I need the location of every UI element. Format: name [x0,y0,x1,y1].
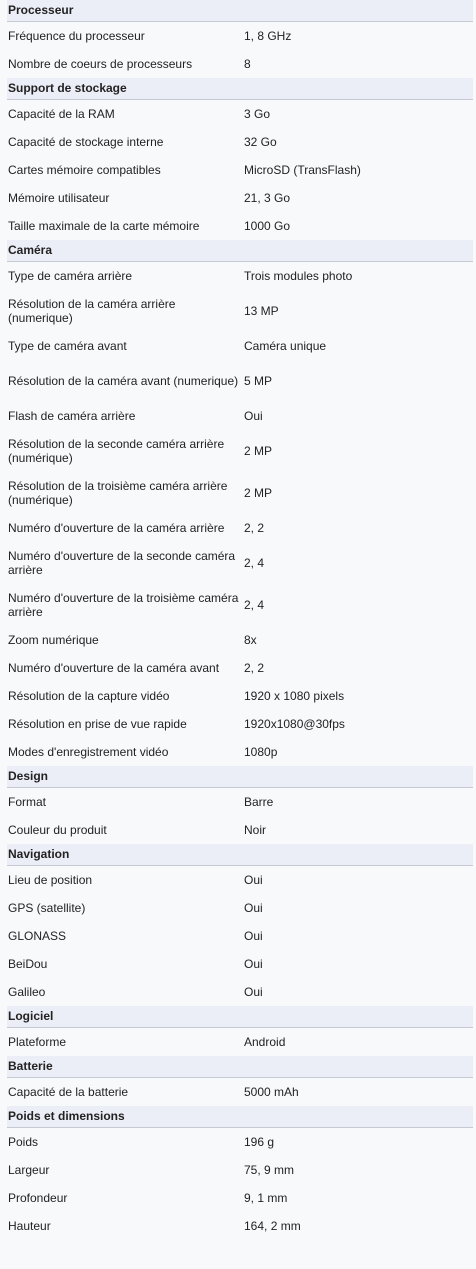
spec-label: Capacité de la RAM [8,107,115,121]
spec-value: Caméra unique [244,339,327,353]
spec-label: Numéro d'ouverture de la seconde caméra arrière [8,549,236,577]
spec-label: Type de caméra arrière [8,269,133,283]
spec-row [7,816,473,844]
spec-value: 2, 2 [244,521,265,535]
spec-label: Type de caméra avant [8,339,127,353]
spec-label: Nombre de coeurs de processeurs [8,57,193,71]
spec-row [7,978,473,1006]
spec-row [7,514,473,542]
spec-row [7,472,473,514]
spec-value: MicroSD (TransFlash) [244,163,361,177]
section-header: Design [7,766,473,788]
spec-value: Barre [244,795,274,809]
spec-label: Résolution de la seconde caméra arrière (numérique) [8,437,225,465]
spec-section [7,844,473,1006]
spec-value: 1000 Go [244,219,291,233]
spec-row [7,1078,473,1106]
spec-row [7,950,473,978]
spec-section [7,240,473,766]
spec-row [7,738,473,766]
spec-section [7,78,473,240]
spec-label: Galileo [8,985,46,999]
spec-row [7,682,473,710]
spec-label: Largeur [8,1163,50,1177]
spec-label: Format [8,795,47,809]
spec-value: 2 MP [244,444,273,458]
spec-label: BeiDou [8,957,48,971]
spec-section [7,0,473,78]
spec-row [7,50,473,78]
spec-label: Modes d'enregistrement vidéo [8,745,169,759]
spec-row [7,1184,473,1212]
spec-value: 2 MP [244,486,273,500]
spec-value: 21, 3 Go [244,191,291,205]
spec-value: Android [244,1035,286,1049]
section-header: Batterie [7,1056,473,1078]
spec-row [7,922,473,950]
spec-label: Zoom numérique [8,633,99,647]
spec-value: 1, 8 GHz [244,29,292,43]
spec-value: 9, 1 mm [244,1191,288,1205]
spec-row [7,788,473,816]
spec-label: Numéro d'ouverture de la caméra avant [8,661,220,675]
section-header: Logiciel [7,1006,473,1028]
spec-label: Mémoire utilisateur [8,191,110,205]
section-header: Poids et dimensions [7,1106,473,1128]
spec-row [7,1128,473,1156]
spec-value: 1920 x 1080 pixels [244,689,345,703]
spec-row [7,866,473,894]
spec-label: Poids [8,1135,39,1149]
spec-label: Profondeur [8,1191,68,1205]
spec-row [7,1212,473,1240]
spec-value: 8x [244,633,257,647]
spec-value: Oui [244,873,263,887]
spec-row [7,332,473,360]
spec-section [7,1106,473,1240]
spec-value: 5 MP [244,374,273,388]
spec-value: Oui [244,929,263,943]
spec-value: 32 Go [244,135,277,149]
spec-value: Oui [244,985,263,999]
spec-row [7,542,473,584]
spec-section [7,1056,473,1106]
spec-row [7,360,473,402]
spec-label: GLONASS [8,929,67,943]
spec-value: Noir [244,823,267,837]
spec-row [7,626,473,654]
spec-label: Plateforme [8,1035,67,1049]
spec-label: Résolution de la caméra arrière (numerique) [8,297,176,325]
spec-label: GPS (satellite) [8,901,86,915]
section-header: Support de stockage [7,78,473,100]
spec-row [7,156,473,184]
spec-value: Oui [244,901,263,915]
spec-table [7,0,473,1240]
spec-value: 3 Go [244,107,271,121]
spec-value: 1920x1080@30fps [244,717,345,731]
spec-label: Résolution de la caméra avant (numerique) [8,374,239,388]
spec-label: Résolution de la troisième caméra arrière (numérique) [8,479,228,507]
spec-row [7,1028,473,1056]
spec-row [7,128,473,156]
spec-label: Résolution de la capture vidéo [8,689,170,703]
spec-row [7,100,473,128]
spec-value: Oui [244,957,263,971]
spec-row [7,22,473,50]
spec-row [7,402,473,430]
spec-label: Capacité de stockage interne [8,135,164,149]
spec-row [7,212,473,240]
spec-value: 5000 mAh [244,1085,299,1099]
spec-value: 75, 9 mm [244,1163,295,1177]
spec-section [7,766,473,844]
spec-row [7,430,473,472]
spec-value: 2, 4 [244,598,265,612]
spec-row [7,710,473,738]
spec-value: 164, 2 mm [244,1219,301,1233]
spec-row [7,894,473,922]
spec-row [7,654,473,682]
spec-label: Flash de caméra arrière [8,409,136,423]
spec-value: 2, 4 [244,556,265,570]
spec-row [7,584,473,626]
spec-value: 8 [244,57,251,71]
spec-value: 1080p [244,745,278,759]
spec-value: Trois modules photo [244,269,353,283]
section-header: Navigation [7,844,473,866]
spec-value: 13 MP [244,304,279,318]
spec-label: Taille maximale de la carte mémoire [8,219,200,233]
spec-value: 2, 2 [244,661,265,675]
spec-label: Couleur du produit [8,823,107,837]
spec-row [7,1156,473,1184]
spec-label: Hauteur [8,1219,51,1233]
spec-label: Numéro d'ouverture de la troisième caméra arrière [8,591,239,619]
spec-label: Cartes mémoire compatibles [8,163,161,177]
spec-label: Lieu de position [8,873,93,887]
spec-value: 196 g [244,1135,275,1149]
spec-section [7,1006,473,1056]
spec-row [7,262,473,290]
spec-label: Numéro d'ouverture de la caméra arrière [8,521,225,535]
spec-label: Résolution en prise de vue rapide [8,717,187,731]
spec-value: Oui [244,409,263,423]
spec-row [7,184,473,212]
section-header: Processeur [7,0,473,22]
section-header: Caméra [7,240,473,262]
spec-row [7,290,473,332]
spec-label: Capacité de la batterie [8,1085,129,1099]
spec-label: Fréquence du processeur [8,29,145,43]
